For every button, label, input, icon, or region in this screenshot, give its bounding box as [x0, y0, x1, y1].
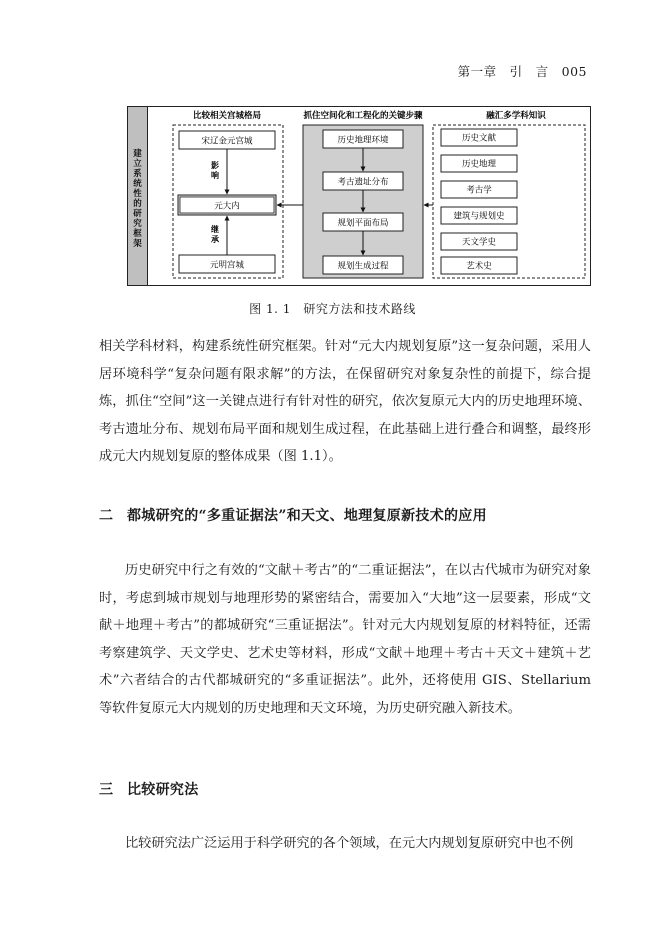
col3-box-label: 天文学史 [461, 237, 497, 248]
section-title: 都城研究的“多重证据法”和天文、地理复原新技术的应用 [127, 508, 487, 524]
figure-caption: 图 1. 1 研究方法和技术路线 [249, 302, 416, 316]
inherit-label: 继承 [211, 225, 219, 244]
section-heading-3 [99, 779, 199, 799]
section-number: 三 [99, 782, 114, 798]
col2-box-label: 规划平面布局 [337, 218, 389, 229]
col3-box-label: 历史地理 [461, 159, 497, 170]
section-title: 比较研究法 [127, 782, 199, 798]
research-framework-figure [127, 106, 591, 286]
col1-box-label: 元大内 [214, 201, 240, 212]
col1-title: 比较相关宫城格局 [192, 111, 262, 121]
section-heading-2 [99, 505, 487, 525]
section-number: 二 [99, 508, 114, 524]
col3-dashed-frame [433, 125, 585, 278]
col3-box-label: 艺术史 [466, 261, 492, 272]
paragraph-1: 相关学科材料，构建系统性研究框架。针对“元大内规划复原”这一复杂问题，采用人居环境科学“复杂问题有限求解”的方法，在保留研究对象复杂性的前提下，综合提炼，抓住“空间”这一关键点进行有针对性的研究，依次复原元大内的历史地理环境、考古遗址分布、规划布局平面和规划生成过程，在此基础上进行叠合和调整，最终形成元大内规划复原的整体成果（图 1.1）。 [99, 339, 591, 464]
col3-box-label: 建筑与规划史 [453, 211, 505, 222]
col2-title: 抓住空间化和工程化的关键步骤 [303, 111, 423, 121]
running-head: 第一章 引 言 005 [457, 64, 587, 79]
col2-box-label: 历史地理环境 [337, 135, 389, 146]
paragraph-3: 比较研究法广泛运用于科学研究的各个领域，在元大内规划复原研究中也不例 [125, 836, 574, 851]
col1-box-label: 宋辽金元宫城 [201, 136, 253, 147]
influence-label: 影响 [211, 161, 219, 180]
col3-box-label: 历史文献 [461, 133, 497, 144]
framework-diagram [127, 106, 591, 286]
col3-box-label: 考古学 [466, 185, 492, 196]
col1-box-label: 元明宫城 [209, 260, 245, 271]
col2-box-label: 考古遗址分布 [337, 177, 389, 188]
paragraph-2: 历史研究中行之有效的“文献＋考古”的“二重证据法”，在以古代城市为研究对象时，考虑到城市规划与地理形势的紧密结合，需要加入“大地”这一层要素，形成“文献＋地理＋考古”的都城研究“三重证据法”。针对元大内规划复原的材料特征，还需考察建筑学、天文学史、艺术史等材料，形成“文献＋地理＋考古＋天文＋建筑＋艺术”六者结合的古代都城研究的“多重证据法”。此外，还将使用 GIS、Stellarium 等软件复原元大内规划的历史地理和天文环境，为历史研究融入新技术。 [99, 563, 591, 716]
col2-box-label: 规划生成过程 [337, 261, 389, 272]
col3-title: 融汇多学科知识 [486, 111, 546, 121]
side-label: 建立系统性的研究框架 [133, 149, 142, 249]
